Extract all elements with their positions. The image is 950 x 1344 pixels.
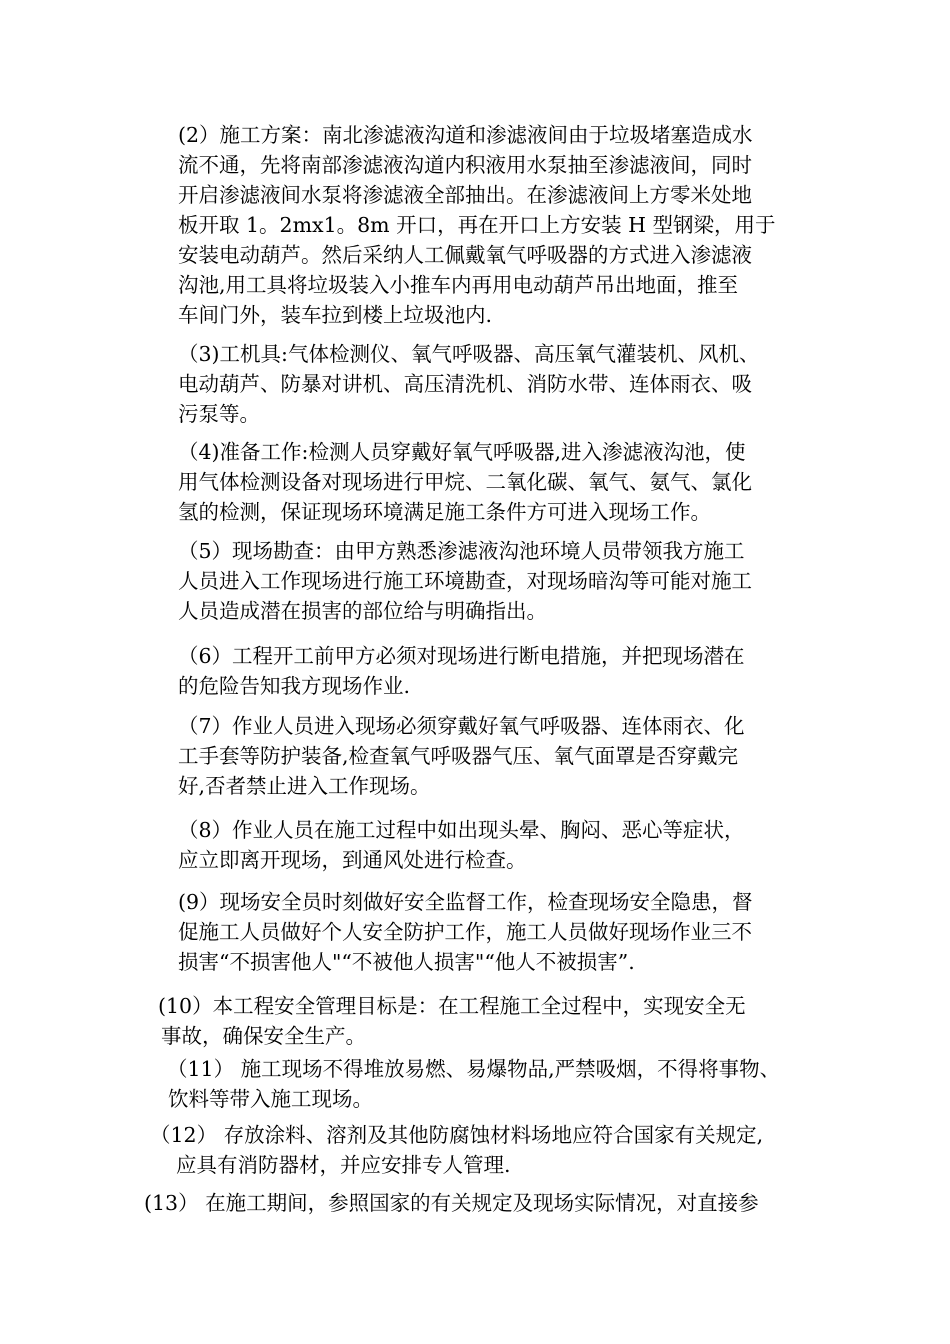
paragraph-line: 车间门外，装车拉到楼上垃圾池内. <box>178 303 493 327</box>
paragraph-line: 氢的检测，保证现场环境满足施工条件方可进入现场工作。 <box>178 500 711 524</box>
paragraph-line: 沟池,用工具将垃圾装入小推车内再用电动葫芦吊出地面，推至 <box>178 273 739 297</box>
paragraph-5 <box>178 536 752 626</box>
paragraph-line: 安装电动葫芦。然后采纳人工佩戴氧气呼吸器的方式进入渗滤液 <box>178 243 752 267</box>
paragraph-line: (10）本工程安全管理目标是：在工程施工全过程中，实现安全无 <box>158 994 746 1018</box>
paragraph-line: （6）工程开工前甲方必须对现场进行断电措施，并把现场潜在 <box>178 644 745 668</box>
paragraph-8 <box>178 815 745 875</box>
paragraph-line: （8）作业人员在施工过程中如出现头晕、胸闷、恶心等症状， <box>178 818 745 842</box>
paragraph-line: （5）现场勘查：由甲方熟悉渗滤液沟池环境人员带领我方施工 <box>178 539 745 563</box>
paragraph-line: （4)准备工作:检测人员穿戴好氧气呼吸器,进入渗滤液沟池，使 <box>178 440 746 464</box>
paragraph-7 <box>178 711 745 801</box>
paragraph-line: 污泵等。 <box>178 402 260 426</box>
paragraph-4 <box>178 437 752 527</box>
paragraph-line: 板开取 1。2mx1。8m 开口，再在开口上方安装 H 型钢梁，用于 <box>178 213 776 237</box>
paragraph-line: 用气体检测设备对现场进行甲烷、二氧化碳、氧气、氨气、氯化 <box>178 470 752 494</box>
paragraph-2 <box>178 120 776 330</box>
paragraph-line: 流不通，先将南部渗滤液沟道内积液用水泵抽至渗滤液间，同时 <box>178 153 752 177</box>
paragraph-line: 的危险告知我方现场作业. <box>178 674 411 698</box>
paragraph-6 <box>178 641 745 701</box>
paragraph-line: （7）作业人员进入现场必须穿戴好氧气呼吸器、连体雨衣、化 <box>178 714 745 738</box>
paragraph-line: 人员进入工作现场进行施工环境勘查，对现场暗沟等可能对施工 <box>178 569 752 593</box>
paragraph-line: 应立即离开现场，到通风处进行检查。 <box>178 848 527 872</box>
paragraph-line: (9）现场安全员时刻做好安全监督工作，检查现场安全隐患，督 <box>178 890 753 914</box>
paragraph-line: 损害“不损害他人"“不被他人损害"“他人不被损害”. <box>178 950 635 974</box>
paragraph-line: 开启渗滤液间水泵将渗滤液全部抽出。在渗滤液间上方零米处地 <box>178 183 752 207</box>
paragraph-line: 工手套等防护装备,检查氧气呼吸器气压、氧气面罩是否穿戴完 <box>178 744 739 768</box>
paragraph-3 <box>178 339 759 429</box>
paragraph-line: （11） 施工现场不得堆放易燃、易爆物品,严禁吸烟，不得将事物、 <box>167 1057 781 1081</box>
paragraph-line: 好,否者禁止进入工作现场。 <box>178 774 431 798</box>
paragraph-line: (13） 在施工期间，参照国家的有关规定及现场实际情况，对直接参 <box>144 1191 759 1215</box>
paragraph-line: 应具有消防器材，并应安排专人管理. <box>176 1153 511 1177</box>
paragraph-13 <box>144 1188 759 1218</box>
paragraph-11 <box>167 1054 780 1114</box>
paragraph-line: 饮料等带入施工现场。 <box>168 1087 373 1111</box>
paragraph-12 <box>150 1120 763 1180</box>
paragraph-line: 促施工人员做好个人安全防护工作，施工人员做好现场作业三不 <box>178 920 752 944</box>
paragraph-10 <box>158 991 746 1051</box>
paragraph-line: 人员造成潜在损害的部位给与明确指出。 <box>178 599 547 623</box>
paragraph-line: （3)工机具:气体检测仪、氧气呼吸器、高压氧气灌装机、风机、 <box>178 342 760 366</box>
paragraph-line: 事故，确保安全生产。 <box>161 1024 366 1048</box>
paragraph-line: （12） 存放涂料、溶剂及其他防腐蚀材料场地应符合国家有关规定, <box>150 1123 764 1147</box>
paragraph-line: (2）施工方案：南北渗滤液沟道和渗滤液间由于垃圾堵塞造成水 <box>178 123 753 147</box>
paragraph-9 <box>178 887 753 977</box>
paragraph-line: 电动葫芦、防暴对讲机、高压清洗机、消防水带、连体雨衣、吸 <box>178 372 752 396</box>
